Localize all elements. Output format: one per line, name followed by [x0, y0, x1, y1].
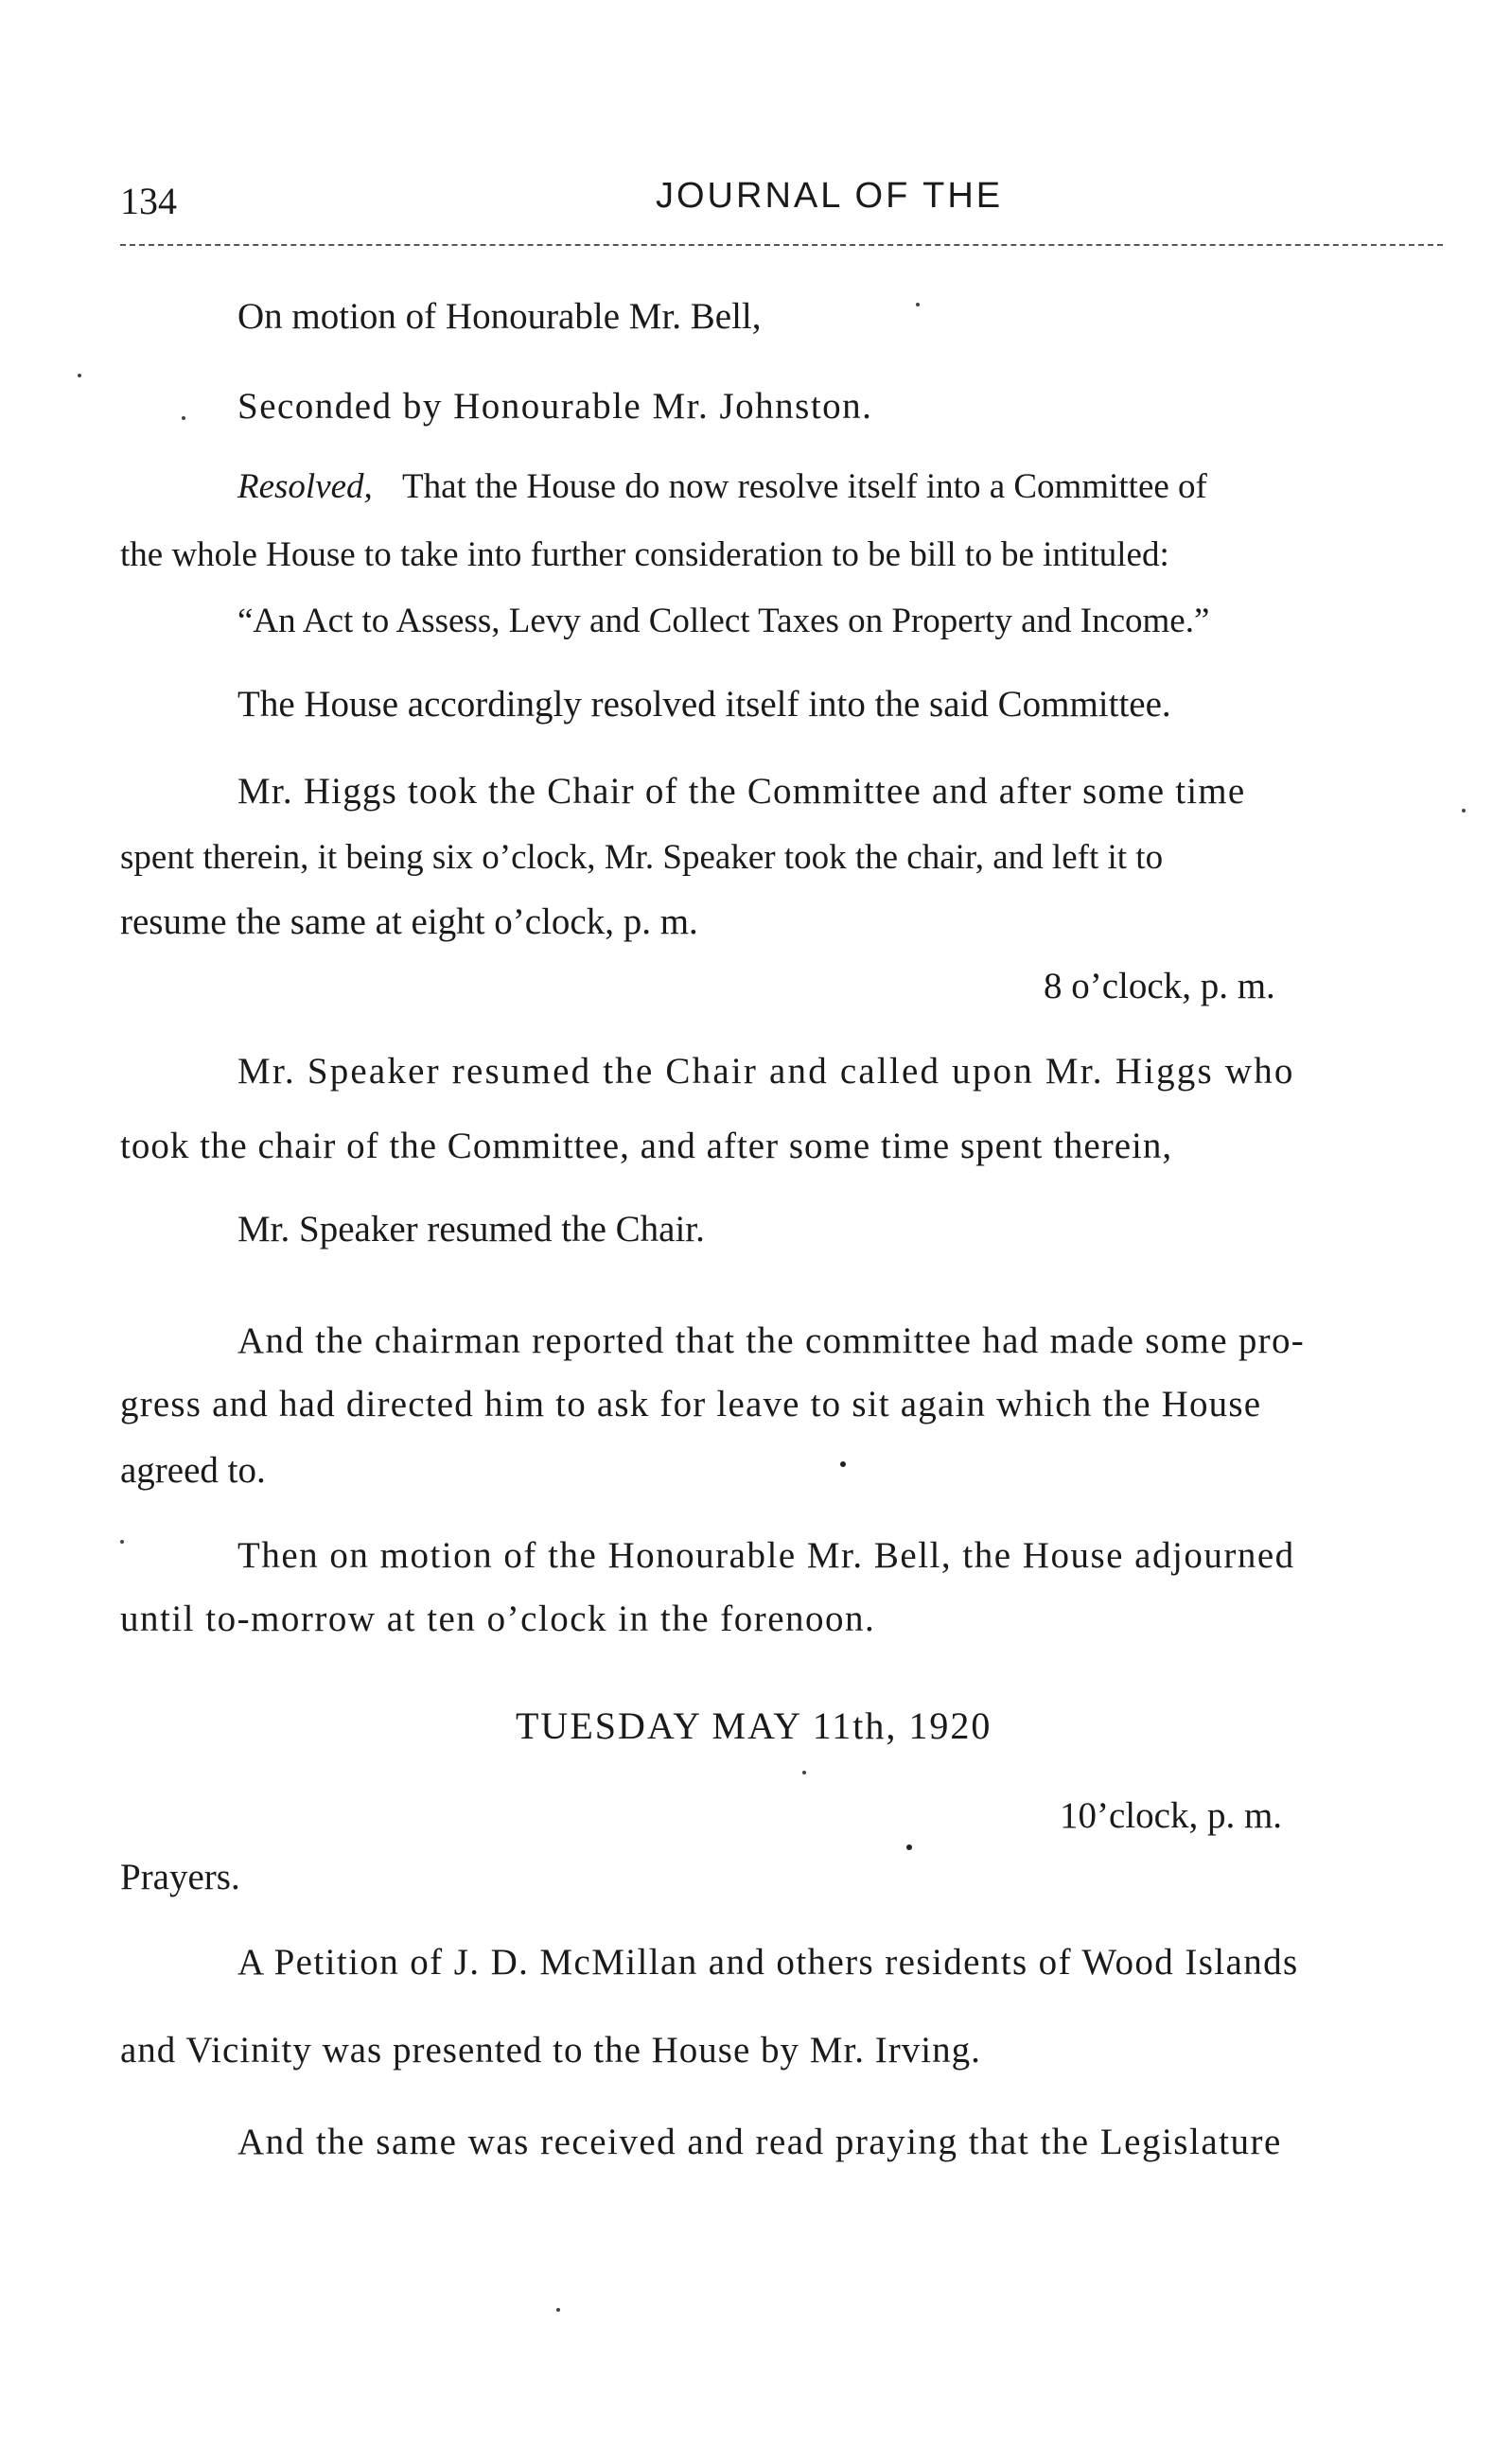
chairman-line-3: agreed to. [120, 1450, 266, 1491]
scan-speck [182, 416, 185, 420]
scan-speck [906, 1844, 912, 1850]
scan-speck [120, 1540, 124, 1544]
scan-speck [840, 1461, 846, 1467]
resolved-line-1 [237, 469, 1207, 504]
adjourned-line-1: Then on motion of the Honourable Mr. Bell, the House adjourned [237, 1535, 1295, 1576]
petition-line-1: A Petition of J. D. McMillan and others residents of Wood Islands [237, 1942, 1299, 1983]
speaker-line-1: Mr. Speaker resumed the Chair and called upon Mr. Higgs who [237, 1051, 1295, 1092]
scan-speck [916, 303, 920, 306]
scan-speck [802, 1771, 806, 1774]
speaker-resumed-line: Mr. Speaker resumed the Chair. [237, 1209, 705, 1249]
header-rule [120, 244, 1443, 246]
petition-line-2: and Vicinity was presented to the House by Mr. Irving. [120, 2030, 981, 2071]
running-title: JOURNAL OF THE [656, 176, 1004, 216]
speaker-line-2: took the chair of the Committee, and after some time spent therein, [120, 1126, 1173, 1166]
time-ten: 10’clock, p. m. [1060, 1795, 1283, 1836]
motion-line: On motion of Honourable Mr. Bell, [237, 296, 762, 337]
time-eight: 8 o’clock, p. m. [1044, 966, 1275, 1006]
higgs-line-1: Mr. Higgs took the Chair of the Committee and after some time [237, 771, 1246, 812]
resolved-label: Resolved, [237, 467, 373, 506]
resolved-line-2: the whole House to take into further consideration to be bill to be intituled: [120, 535, 1169, 574]
scan-speck [1462, 809, 1466, 813]
scan-speck [556, 2308, 560, 2312]
higgs-line-3: resume the same at eight o’clock, p. m. [120, 901, 698, 942]
chairman-line-1: And the chairman reported that the committee had made some pro- [237, 1320, 1306, 1361]
seconded-line: Seconded by Honourable Mr. Johnston. [237, 386, 873, 427]
higgs-line-2: spent therein, it being six o’clock, Mr. Speaker took the chair, and left it to [120, 838, 1164, 877]
chairman-line-2: gress and had directed him to ask for leave to sit again which the House [120, 1384, 1262, 1424]
scan-speck [78, 374, 81, 377]
act-title-line: “An Act to Assess, Levy and Collect Taxes on Property and Income.” [237, 602, 1210, 640]
prayers-line: Prayers. [120, 1857, 240, 1897]
date-heading: TUESDAY MAY 11th, 1920 [516, 1704, 992, 1747]
adjourned-line-2: until to-morrow at ten o’clock in the forenoon. [120, 1599, 876, 1639]
resolved-text: That the House do now resolve itself into a Committee of [402, 467, 1207, 506]
committee-line: The House accordingly resolved itself into the said Committee. [237, 684, 1171, 725]
received-line: And the same was received and read praying that the Legislature [237, 2122, 1282, 2162]
page-number: 134 [120, 180, 177, 222]
